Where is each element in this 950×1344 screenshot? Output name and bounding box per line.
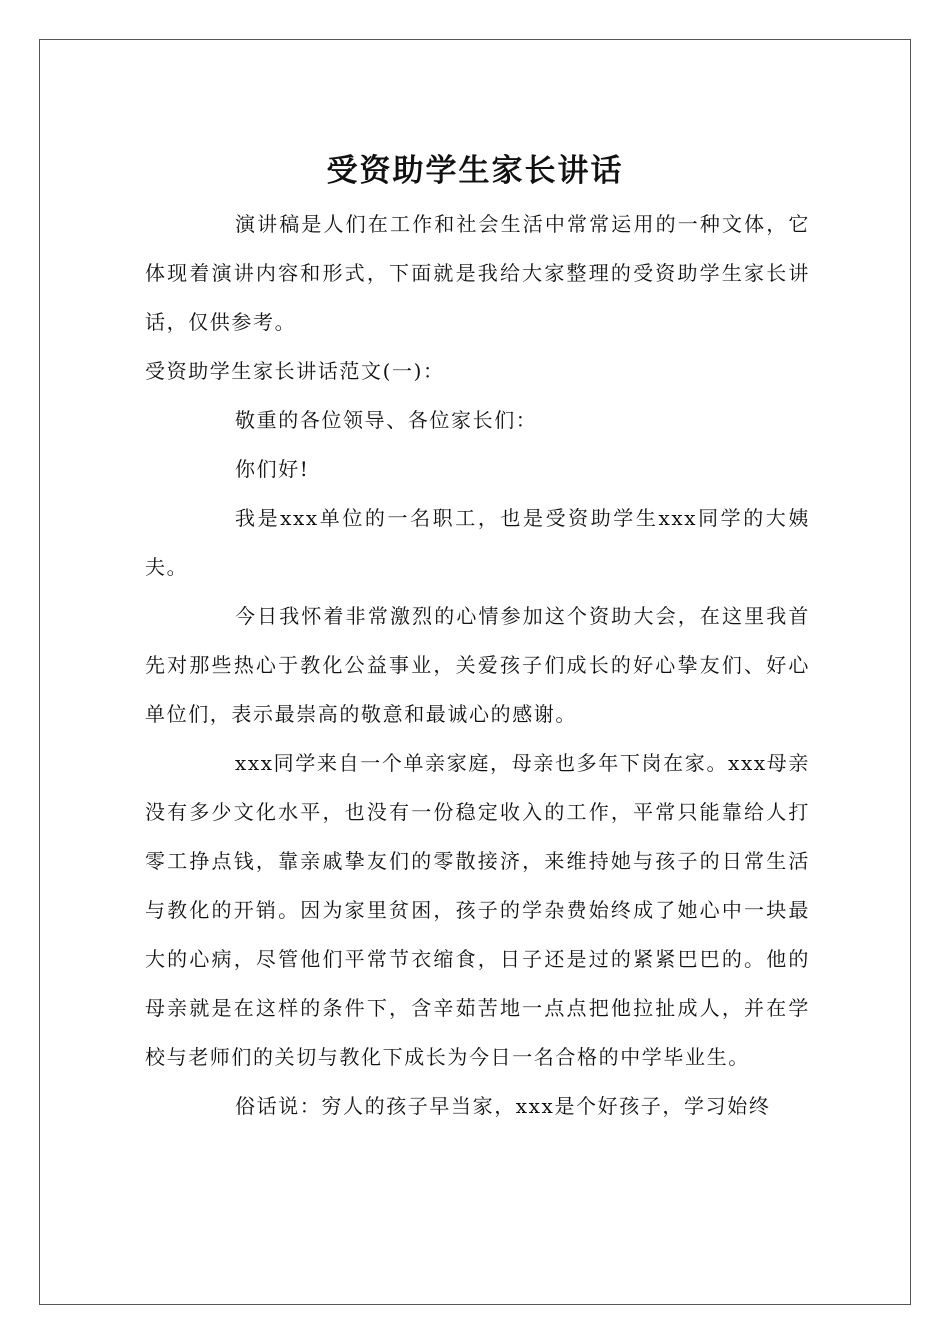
body-paragraph: 今日我怀着非常激烈的心情参加这个资助大会，在这里我首先对那些热心于教化公益事业，关爱孩子们成长的好心挚友们、好心单位们，表示最崇高的敬意和最诚心的感谢。 bbox=[145, 604, 810, 726]
document-body bbox=[145, 200, 810, 1131]
body-paragraph: 俗话说：穷人的孩子早当家，xxx是个好孩子，学习始终 bbox=[235, 1094, 771, 1118]
section-heading: 受资助学生家长讲话范文(一)： bbox=[145, 359, 445, 383]
document-title: 受资助学生家长讲话 bbox=[326, 152, 624, 189]
salutation: 敬重的各位领导、各位家长们： bbox=[235, 408, 538, 432]
greeting: 你们好! bbox=[235, 457, 310, 481]
body-paragraph: xxx同学来自一个单亲家庭，母亲也多年下岗在家。xxx母亲没有多少文化水平，也没有一份稳定收入的工作，平常只能靠给人打零工挣点钱，靠亲戚挚友们的零散接济，来维持她与孩子的日常生活与教化的开销。因为家里贫困，孩子的学杂费始终成了她心中一块最大的心病，尽管他们平常节衣缩食，日子还是过的紧紧巴巴的。他的母亲就是在这样的条件下，含辛茹苦地一点点把他拉扯成人，并在学校与老师们的关切与教化下成长为今日一名合格的中学毕业生。 bbox=[145, 751, 810, 1069]
intro-paragraph: 演讲稿是人们在工作和社会生活中常常运用的一种文体，它体现着演讲内容和形式，下面就是我给大家整理的受资助学生家长讲话，仅供参考。 bbox=[145, 212, 810, 334]
body-paragraph: 我是xxx单位的一名职工，也是受资助学生xxx同学的大姨夫。 bbox=[145, 506, 810, 579]
